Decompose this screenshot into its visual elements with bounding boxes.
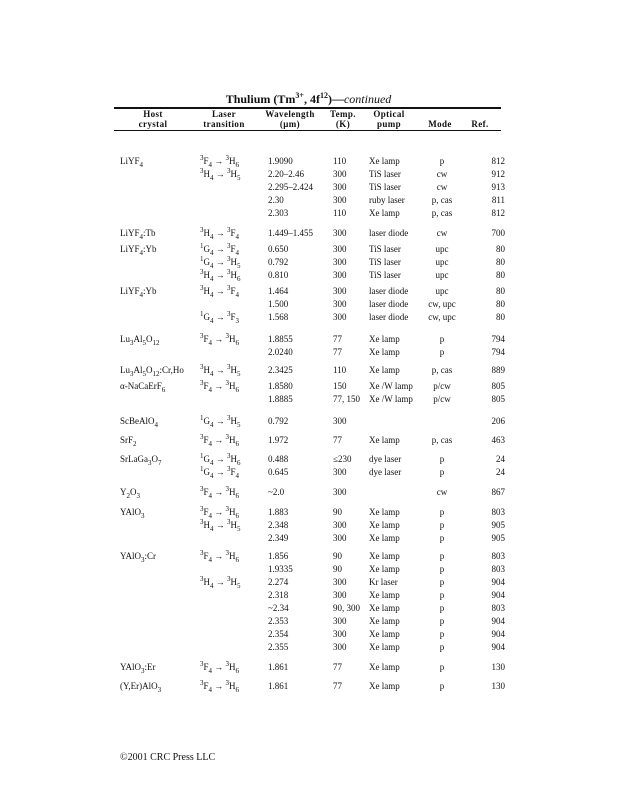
cell-mode: p, cas (431, 435, 453, 445)
cell-trans: $^3H_4 \to ^3F_4$ (200, 226, 240, 241)
table-row (0, 227, 617, 240)
cell-mode: cw, upc (428, 299, 456, 309)
cell-host: YAlO$_3$ (120, 507, 145, 520)
cell-pump: Xe lamp (369, 616, 400, 626)
cell-pump: Xe lamp (369, 334, 400, 344)
cell-pump: TiS laser (369, 270, 401, 280)
cell-pump: Xe lamp (369, 681, 400, 691)
header-ref: Ref. (471, 119, 489, 129)
title-element: Thulium (Tm (225, 92, 296, 106)
cell-wave: 2.348 (268, 520, 289, 530)
cell-temp: 300 (333, 467, 347, 477)
cell-wave: 0.792 (268, 416, 289, 426)
cell-mode: upc (435, 244, 449, 254)
cell-temp: 300 (333, 257, 347, 267)
cell-temp: 300 (333, 299, 347, 309)
cell-ref: 904 (491, 642, 505, 652)
cell-ref: 794 (491, 347, 505, 357)
table-row (0, 434, 617, 447)
cell-trans: $^1G_4 \to ^3H_5$ (200, 255, 241, 270)
cell-mode: p (439, 564, 445, 574)
cell-wave: 2.355 (268, 642, 289, 652)
cell-temp: 300 (333, 577, 347, 587)
cell-temp: 300 (333, 642, 347, 652)
cell-wave: 2.354 (268, 629, 289, 639)
cell-pump: ruby laser (369, 195, 405, 205)
cell-wave: ~2.0 (268, 487, 285, 497)
cell-pump: Xe lamp (369, 629, 400, 639)
cell-ref: 130 (491, 681, 505, 691)
header-transition-line1: Laser (212, 109, 236, 119)
title-continued: continued (343, 92, 392, 106)
cell-wave: 2.318 (268, 590, 289, 600)
cell-host: $Lu_3Al_5O_{12}$ (120, 334, 160, 347)
cell-ref: 803 (491, 507, 505, 517)
cell-wave: 0.792 (268, 257, 289, 267)
cell-wave: 1.500 (268, 299, 289, 309)
header-temp (324, 109, 362, 129)
table-row (0, 532, 617, 545)
cell-pump: TiS laser (369, 169, 401, 179)
cell-pump: Xe lamp (369, 533, 400, 543)
cell-temp: 90 (333, 551, 342, 561)
cell-trans: $^1G_4 \to ^3F_4$ (200, 465, 240, 480)
cell-ref: 904 (491, 590, 505, 600)
table-row (0, 256, 617, 269)
cell-wave: 1.568 (268, 312, 289, 322)
cell-mode: p (439, 507, 445, 517)
cell-wave: 1.861 (268, 681, 289, 691)
table-row (0, 243, 617, 256)
table-row (0, 415, 617, 428)
cell-pump: TiS laser (369, 182, 401, 192)
table-row (0, 563, 617, 576)
cell-pump: Kr laser (369, 577, 398, 587)
cell-wave: 2.303 (268, 208, 289, 218)
table-row (0, 641, 617, 654)
cell-ref: 913 (491, 182, 505, 192)
cell-temp: 300 (333, 228, 347, 238)
table-title (0, 92, 617, 107)
header-host-line1: Host (143, 109, 163, 119)
cell-temp: 110 (333, 156, 347, 166)
cell-trans: $^1G_4 \to ^3F_3$ (200, 310, 240, 325)
cell-temp: 77, 150 (333, 394, 360, 404)
cell-mode: cw, upc (428, 312, 456, 322)
table-row (0, 311, 617, 324)
cell-trans: $^3F_4 \to ^3H_6$ (200, 679, 240, 694)
table-row (0, 628, 617, 641)
cell-host: α-NaCaErF$_6$ (120, 381, 166, 394)
cell-temp: 300 (333, 270, 347, 280)
cell-mode: p (439, 347, 445, 357)
table-row (0, 298, 617, 311)
cell-ref: 700 (491, 228, 505, 238)
cell-wave: 1.8580 (268, 381, 293, 391)
cell-ref: 80 (496, 286, 505, 296)
cell-trans: $^3F_4 \to ^3H_6$ (200, 379, 240, 394)
cell-wave: 0.488 (268, 454, 289, 464)
cell-pump: laser diode (369, 299, 409, 309)
cell-host: $Lu_3Al_5O_{12}:Cr,Ho$ (120, 365, 184, 378)
cell-ref: 905 (491, 520, 505, 530)
table-row (0, 194, 617, 207)
table-row (0, 346, 617, 359)
cell-temp: 77 (333, 435, 342, 445)
cell-host: ScBeAlO$_4$ (120, 416, 158, 429)
cell-trans: $^3H_4 \to ^3H_5$ (200, 518, 241, 533)
cell-pump: TiS laser (369, 244, 401, 254)
cell-pump: dye laser (369, 454, 402, 464)
title-config-post: )— (327, 92, 344, 106)
cell-ref: 80 (496, 257, 505, 267)
cell-wave: 1.9090 (268, 156, 293, 166)
cell-ref: 130 (491, 662, 505, 672)
cell-temp: 110 (333, 365, 347, 375)
cell-pump: TiS laser (369, 257, 401, 267)
cell-wave: 0.645 (268, 467, 289, 477)
cell-wave: 1.9335 (268, 564, 293, 574)
cell-mode: cw (436, 169, 448, 179)
header-mode: Mode (428, 119, 452, 129)
cell-temp: 77 (333, 334, 342, 344)
cell-ref: 805 (491, 381, 505, 391)
cell-mode: p (439, 334, 445, 344)
cell-pump: Xe lamp (369, 520, 400, 530)
table-row (0, 661, 617, 674)
cell-ref: 904 (491, 616, 505, 626)
cell-ref: 463 (491, 435, 505, 445)
cell-temp: 110 (333, 208, 347, 218)
header-bottom-rule (114, 130, 501, 131)
cell-wave: 2.0240 (268, 347, 293, 357)
cell-ref: 904 (491, 577, 505, 587)
header-host (128, 109, 178, 129)
cell-wave: 1.464 (268, 286, 289, 296)
cell-temp: 77 (333, 347, 342, 357)
cell-pump: Xe lamp (369, 435, 400, 445)
cell-trans: $^3H_4 \to ^3F_4$ (200, 284, 240, 299)
cell-trans: $^3H_4 \to ^3H_5$ (200, 363, 241, 378)
cell-pump: laser diode (369, 312, 409, 322)
header-transition-line2: transition (203, 119, 245, 129)
cell-pump: Xe lamp (369, 507, 400, 517)
cell-pump: Xe lamp (369, 564, 400, 574)
cell-host: (Y,Er)AlO$_3$ (120, 681, 162, 694)
header-pump-line1: Optical (373, 109, 405, 119)
cell-wave: 1.8855 (268, 334, 293, 344)
header-temp-line2: (K) (335, 119, 351, 129)
table-row (0, 680, 617, 693)
cell-mode: cw (436, 228, 448, 238)
cell-pump: Xe /W lamp (369, 394, 413, 404)
title-config-sup: 12 (319, 91, 328, 100)
cell-trans: $^1G_4 \to ^3H_6$ (200, 452, 241, 467)
cell-wave: 1.856 (268, 551, 289, 561)
table-row (0, 207, 617, 220)
cell-mode: p (439, 629, 445, 639)
cell-wave: 1.449–1.455 (268, 228, 313, 238)
table-row (0, 519, 617, 532)
table-row (0, 364, 617, 377)
cell-mode: p (439, 577, 445, 587)
table-row (0, 466, 617, 479)
cell-mode: p (439, 603, 445, 613)
cell-temp: 90, 300 (333, 603, 360, 613)
cell-ref: 912 (491, 169, 505, 179)
cell-pump: Xe lamp (369, 156, 400, 166)
cell-pump: Xe lamp (369, 603, 400, 613)
cell-pump: laser diode (369, 286, 409, 296)
table-row (0, 168, 617, 181)
cell-temp: 300 (333, 487, 347, 497)
cell-ref: 805 (491, 394, 505, 404)
cell-wave: 1.972 (268, 435, 289, 445)
cell-ref: 24 (496, 467, 505, 477)
cell-ref: 80 (496, 299, 505, 309)
cell-mode: p (439, 156, 445, 166)
cell-trans: $^3F_4 \to ^3H_6$ (200, 549, 240, 564)
header-wavelength-line1: Wavelength (265, 109, 315, 119)
cell-temp: 300 (333, 195, 347, 205)
cell-wave: 1.8885 (268, 394, 293, 404)
table-row (0, 453, 617, 466)
cell-temp: 90 (333, 507, 342, 517)
cell-ref: 904 (491, 629, 505, 639)
table-row (0, 181, 617, 194)
cell-wave: 2.274 (268, 577, 289, 587)
cell-mode: p (439, 662, 445, 672)
cell-temp: 300 (333, 312, 347, 322)
cell-host: YAlO$_3$:Cr (120, 551, 157, 564)
cell-wave: 1.883 (268, 507, 289, 517)
cell-ref: 794 (491, 334, 505, 344)
cell-trans: $^3H_4 \to ^3H_6$ (200, 268, 241, 283)
cell-mode: p (439, 642, 445, 652)
cell-wave: ~2.34 (268, 603, 289, 613)
cell-pump: Xe lamp (369, 642, 400, 652)
cell-temp: 150 (333, 381, 347, 391)
cell-wave: 2.3425 (268, 365, 293, 375)
cell-trans: $^1G_4 \to ^3F_4$ (200, 242, 240, 257)
cell-temp: ≤230 (333, 454, 352, 464)
cell-ref: 24 (496, 454, 505, 464)
header-transition (195, 109, 253, 129)
table-row (0, 333, 617, 346)
cell-pump: Xe lamp (369, 590, 400, 600)
cell-trans: $^3F_4 \to ^3H_6$ (200, 154, 240, 169)
cell-ref: 812 (491, 208, 505, 218)
cell-mode: upc (435, 286, 449, 296)
cell-trans: $^3F_4 \to ^3H_6$ (200, 332, 240, 347)
cell-temp: 77 (333, 662, 342, 672)
cell-temp: 300 (333, 244, 347, 254)
cell-trans: $^3F_4 \to ^3H_6$ (200, 485, 240, 500)
header-host-line2: crystal (138, 119, 168, 129)
cell-wave: 2.20–2.46 (268, 169, 304, 179)
cell-host: LiYF$_4$:Yb (120, 286, 157, 299)
cell-ref: 803 (491, 603, 505, 613)
cell-mode: cw (436, 487, 448, 497)
table-row (0, 550, 617, 563)
table-row (0, 506, 617, 519)
title-charge: 3+ (295, 91, 304, 100)
cell-temp: 300 (333, 533, 347, 543)
cell-mode: p/cw (433, 394, 451, 404)
cell-ref: 905 (491, 533, 505, 543)
cell-mode: p (439, 467, 445, 477)
cell-wave: 0.810 (268, 270, 289, 280)
cell-pump: dye laser (369, 467, 402, 477)
cell-mode: p, cas (431, 208, 453, 218)
cell-ref: 811 (491, 195, 505, 205)
cell-ref: 80 (496, 244, 505, 254)
cell-mode: p (439, 681, 445, 691)
cell-pump: Xe /W lamp (369, 381, 413, 391)
title-config-pre: , 4f (303, 92, 320, 106)
cell-temp: 300 (333, 590, 347, 600)
cell-mode: p (439, 454, 445, 464)
cell-temp: 300 (333, 169, 347, 179)
cell-pump: Xe lamp (369, 365, 400, 375)
cell-temp: 77 (333, 681, 342, 691)
table-row (0, 602, 617, 615)
header-pump (366, 109, 412, 129)
cell-temp: 300 (333, 182, 347, 192)
cell-temp: 300 (333, 416, 347, 426)
cell-temp: 300 (333, 616, 347, 626)
cell-pump: Xe lamp (369, 662, 400, 672)
table-row (0, 576, 617, 589)
cell-trans: $^3F_4 \to ^3H_6$ (200, 433, 240, 448)
table-row (0, 155, 617, 168)
cell-ref: 812 (491, 156, 505, 166)
cell-trans: $^3F_4 \to ^3H_6$ (200, 505, 240, 520)
table-row (0, 285, 617, 298)
cell-host: LiYF$_4$:Yb (120, 244, 157, 257)
cell-wave: 2.353 (268, 616, 289, 626)
cell-mode: p (439, 551, 445, 561)
cell-mode: p (439, 616, 445, 626)
header-wavelength-line2: (μm) (279, 119, 301, 129)
cell-mode: cw (436, 182, 448, 192)
cell-ref: 80 (496, 270, 505, 280)
cell-mode: upc (435, 257, 449, 267)
cell-pump: laser diode (369, 228, 409, 238)
cell-trans: $^3F_4 \to ^3H_6$ (200, 660, 240, 675)
cell-host: $Y_2O_3$ (120, 487, 140, 500)
cell-trans: $^3H_4 \to ^3H_5$ (200, 167, 241, 182)
table-row (0, 615, 617, 628)
cell-wave: 2.349 (268, 533, 289, 543)
cell-ref: 80 (496, 312, 505, 322)
cell-mode: p/cw (433, 381, 451, 391)
cell-pump: Xe lamp (369, 208, 400, 218)
table-row (0, 380, 617, 393)
cell-mode: p (439, 533, 445, 543)
cell-mode: p, cas (431, 365, 453, 375)
table-row (0, 269, 617, 282)
cell-pump: Xe lamp (369, 347, 400, 357)
cell-ref: 206 (491, 416, 505, 426)
header-temp-line1: Temp. (330, 109, 356, 119)
cell-pump: Xe lamp (369, 551, 400, 561)
cell-ref: 867 (491, 487, 505, 497)
cell-mode: p (439, 590, 445, 600)
table-row (0, 589, 617, 602)
cell-temp: 90 (333, 564, 342, 574)
cell-ref: 803 (491, 551, 505, 561)
header-wavelength (258, 109, 322, 129)
cell-temp: 300 (333, 520, 347, 530)
cell-host: YAlO$_3$:Er (120, 662, 156, 675)
copyright-footer: ©2001 CRC Press LLC (120, 752, 216, 763)
cell-ref: 889 (491, 365, 505, 375)
cell-host: LiYF$_4$:Tb (120, 228, 156, 241)
cell-host: $SrLaGa_3O_7$ (120, 454, 162, 467)
cell-ref: 803 (491, 564, 505, 574)
cell-temp: 300 (333, 286, 347, 296)
table-row (0, 486, 617, 499)
cell-mode: p (439, 520, 445, 530)
cell-mode: p, cas (431, 195, 453, 205)
cell-host: SrF$_2$ (120, 435, 137, 448)
cell-temp: 300 (333, 629, 347, 639)
table-row (0, 393, 617, 406)
cell-wave: 1.861 (268, 662, 289, 672)
cell-trans: $^3H_4 \to ^3H_5$ (200, 575, 241, 590)
header-pump-line2: pump (376, 119, 402, 129)
cell-wave: 0.650 (268, 244, 289, 254)
cell-mode: upc (435, 270, 449, 280)
cell-wave: 2.295–2.424 (268, 182, 313, 192)
cell-host: LiYF$_4$ (120, 156, 144, 169)
cell-trans: $^1G_4 \to ^3H_5$ (200, 414, 241, 429)
cell-wave: 2.30 (268, 195, 284, 205)
